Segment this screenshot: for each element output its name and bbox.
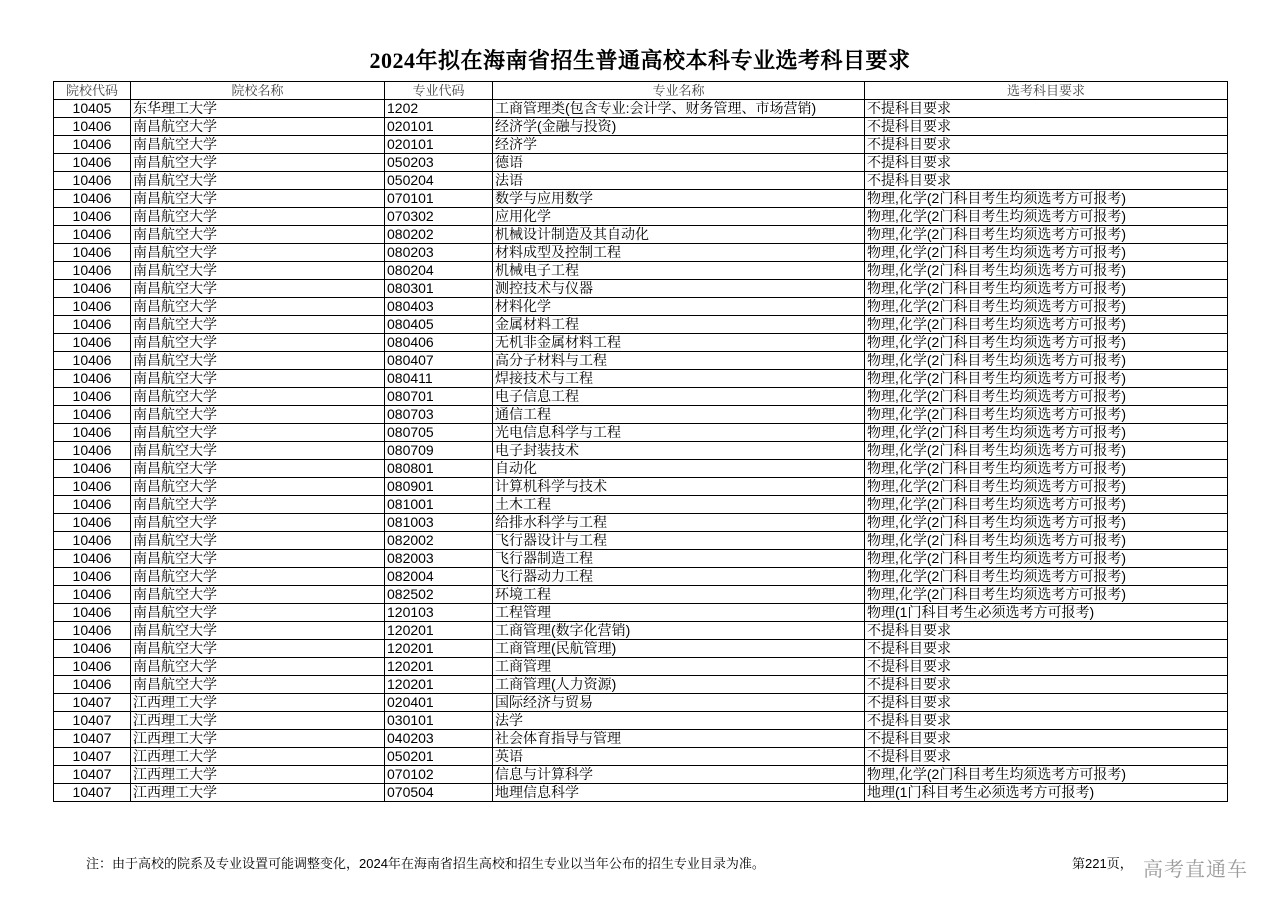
- table-header-row: [54, 82, 1228, 100]
- major-name-cell: 金属材料工程: [493, 316, 865, 334]
- table-row: [54, 298, 1228, 316]
- table-row: [54, 460, 1228, 478]
- requirement-cell: 不提科目要求: [865, 640, 1228, 658]
- major-code-cell: 070302: [385, 208, 493, 226]
- major-name-cell: 工商管理(民航管理): [493, 640, 865, 658]
- table-row: [54, 388, 1228, 406]
- major-code-cell: 030101: [385, 712, 493, 730]
- school-code-cell: 10406: [54, 262, 131, 280]
- page-number: 第221页，: [1072, 856, 1133, 871]
- major-name-cell: 经济学: [493, 136, 865, 154]
- school-code-cell: 10406: [54, 280, 131, 298]
- school-name-cell: 南昌航空大学: [131, 262, 385, 280]
- major-name-cell: 工程管理: [493, 604, 865, 622]
- header-subject-requirement: 选考科目要求: [865, 82, 1228, 100]
- school-name-cell: 南昌航空大学: [131, 244, 385, 262]
- school-code-cell: 10406: [54, 388, 131, 406]
- school-name-cell: 南昌航空大学: [131, 352, 385, 370]
- school-code-cell: 10406: [54, 568, 131, 586]
- table-row: [54, 280, 1228, 298]
- table-row: [54, 640, 1228, 658]
- major-name-cell: 工商管理: [493, 658, 865, 676]
- school-name-cell: 南昌航空大学: [131, 388, 385, 406]
- table-row: [54, 748, 1228, 766]
- school-code-cell: 10406: [54, 226, 131, 244]
- school-name-cell: 江西理工大学: [131, 766, 385, 784]
- table-row: [54, 172, 1228, 190]
- school-code-cell: 10406: [54, 172, 131, 190]
- requirement-cell: 物理,化学(2门科目考生均须选考方可报考): [865, 370, 1228, 388]
- table-row: [54, 784, 1228, 802]
- major-name-cell: 无机非金属材料工程: [493, 334, 865, 352]
- major-code-cell: 080204: [385, 262, 493, 280]
- major-code-cell: 020101: [385, 118, 493, 136]
- school-name-cell: 南昌航空大学: [131, 586, 385, 604]
- school-name-cell: 南昌航空大学: [131, 208, 385, 226]
- requirement-cell: 不提科目要求: [865, 676, 1228, 694]
- school-name-cell: 江西理工大学: [131, 694, 385, 712]
- major-name-cell: 测控技术与仪器: [493, 280, 865, 298]
- school-code-cell: 10406: [54, 352, 131, 370]
- school-code-cell: 10406: [54, 442, 131, 460]
- table-row: [54, 424, 1228, 442]
- school-name-cell: 南昌航空大学: [131, 676, 385, 694]
- table-row: [54, 406, 1228, 424]
- major-name-cell: 国际经济与贸易: [493, 694, 865, 712]
- major-name-cell: 社会体育指导与管理: [493, 730, 865, 748]
- school-name-cell: 江西理工大学: [131, 712, 385, 730]
- school-code-cell: 10407: [54, 784, 131, 802]
- major-name-cell: 通信工程: [493, 406, 865, 424]
- major-name-cell: 计算机科学与技术: [493, 478, 865, 496]
- requirement-cell: 物理,化学(2门科目考生均须选考方可报考): [865, 190, 1228, 208]
- school-name-cell: 南昌航空大学: [131, 514, 385, 532]
- requirement-cell: 不提科目要求: [865, 622, 1228, 640]
- school-code-cell: 10406: [54, 460, 131, 478]
- major-name-cell: 自动化: [493, 460, 865, 478]
- requirement-cell: 物理,化学(2门科目考生均须选考方可报考): [865, 244, 1228, 262]
- school-name-cell: 南昌航空大学: [131, 190, 385, 208]
- requirement-cell: 不提科目要求: [865, 136, 1228, 154]
- requirement-cell: 不提科目要求: [865, 730, 1228, 748]
- major-code-cell: 050204: [385, 172, 493, 190]
- school-name-cell: 南昌航空大学: [131, 334, 385, 352]
- school-code-cell: 10406: [54, 514, 131, 532]
- school-name-cell: 南昌航空大学: [131, 604, 385, 622]
- requirement-cell: 物理,化学(2门科目考生均须选考方可报考): [865, 460, 1228, 478]
- header-major-name: 专业名称: [493, 82, 865, 100]
- major-code-cell: 020101: [385, 136, 493, 154]
- major-code-cell: 080705: [385, 424, 493, 442]
- requirement-cell: 不提科目要求: [865, 712, 1228, 730]
- requirement-cell: 物理,化学(2门科目考生均须选考方可报考): [865, 568, 1228, 586]
- school-name-cell: 南昌航空大学: [131, 622, 385, 640]
- footnote: 注：由于高校的院系及专业设置可能调整变化，2024年在海南省招生高校和招生专业以当年公布的招生专业目录为准。: [86, 856, 765, 871]
- table-row: [54, 118, 1228, 136]
- major-code-cell: 080405: [385, 316, 493, 334]
- major-code-cell: 080406: [385, 334, 493, 352]
- major-name-cell: 英语: [493, 748, 865, 766]
- major-code-cell: 070101: [385, 190, 493, 208]
- school-name-cell: 南昌航空大学: [131, 550, 385, 568]
- school-code-cell: 10406: [54, 208, 131, 226]
- major-name-cell: 高分子材料与工程: [493, 352, 865, 370]
- requirement-cell: 物理,化学(2门科目考生均须选考方可报考): [865, 280, 1228, 298]
- major-code-cell: 080801: [385, 460, 493, 478]
- school-code-cell: 10406: [54, 586, 131, 604]
- major-code-cell: 120201: [385, 676, 493, 694]
- requirement-cell: 物理,化学(2门科目考生均须选考方可报考): [865, 208, 1228, 226]
- table-row: [54, 100, 1228, 118]
- table-body: [54, 100, 1228, 802]
- major-name-cell: 材料成型及控制工程: [493, 244, 865, 262]
- requirement-cell: 物理,化学(2门科目考生均须选考方可报考): [865, 496, 1228, 514]
- school-name-cell: 南昌航空大学: [131, 154, 385, 172]
- major-name-cell: 材料化学: [493, 298, 865, 316]
- major-name-cell: 光电信息科学与工程: [493, 424, 865, 442]
- major-name-cell: 工商管理(人力资源): [493, 676, 865, 694]
- major-name-cell: 法学: [493, 712, 865, 730]
- major-code-cell: 040203: [385, 730, 493, 748]
- page-title: 2024年拟在海南省招生普通高校本科专业选考科目要求: [369, 48, 911, 73]
- major-code-cell: 120201: [385, 640, 493, 658]
- table-row: [54, 208, 1228, 226]
- school-code-cell: 10407: [54, 748, 131, 766]
- table-row: [54, 550, 1228, 568]
- requirement-cell: 物理,化学(2门科目考生均须选考方可报考): [865, 478, 1228, 496]
- table-row: [54, 352, 1228, 370]
- school-code-cell: 10406: [54, 316, 131, 334]
- table-row: [54, 730, 1228, 748]
- watermark: 高考直通车: [1143, 859, 1248, 881]
- school-name-cell: 南昌航空大学: [131, 172, 385, 190]
- school-name-cell: 南昌航空大学: [131, 496, 385, 514]
- school-code-cell: 10407: [54, 694, 131, 712]
- header-major-code: 专业代码: [385, 82, 493, 100]
- major-name-cell: 机械设计制造及其自动化: [493, 226, 865, 244]
- major-name-cell: 土木工程: [493, 496, 865, 514]
- major-code-cell: 070102: [385, 766, 493, 784]
- major-code-cell: 081001: [385, 496, 493, 514]
- requirement-cell: 物理,化学(2门科目考生均须选考方可报考): [865, 298, 1228, 316]
- major-code-cell: 082003: [385, 550, 493, 568]
- school-name-cell: 南昌航空大学: [131, 316, 385, 334]
- major-name-cell: 飞行器动力工程: [493, 568, 865, 586]
- major-name-cell: 给排水科学与工程: [493, 514, 865, 532]
- major-code-cell: 120103: [385, 604, 493, 622]
- school-name-cell: 南昌航空大学: [131, 424, 385, 442]
- school-code-cell: 10406: [54, 532, 131, 550]
- major-code-cell: 082004: [385, 568, 493, 586]
- table-row: [54, 622, 1228, 640]
- major-code-cell: 080403: [385, 298, 493, 316]
- requirement-cell: 物理,化学(2门科目考生均须选考方可报考): [865, 766, 1228, 784]
- school-code-cell: 10406: [54, 478, 131, 496]
- school-code-cell: 10406: [54, 118, 131, 136]
- requirement-cell: 物理,化学(2门科目考生均须选考方可报考): [865, 334, 1228, 352]
- school-name-cell: 南昌航空大学: [131, 118, 385, 136]
- requirement-cell: 地理(1门科目考生必须选考方可报考): [865, 784, 1228, 802]
- school-name-cell: 南昌航空大学: [131, 532, 385, 550]
- school-name-cell: 南昌航空大学: [131, 136, 385, 154]
- table-row: [54, 136, 1228, 154]
- major-code-cell: 080203: [385, 244, 493, 262]
- table-row: [54, 604, 1228, 622]
- table-row: [54, 694, 1228, 712]
- school-code-cell: 10405: [54, 100, 131, 118]
- table-row: [54, 568, 1228, 586]
- school-name-cell: 南昌航空大学: [131, 442, 385, 460]
- requirement-cell: 不提科目要求: [865, 658, 1228, 676]
- school-name-cell: 南昌航空大学: [131, 478, 385, 496]
- table-row: [54, 442, 1228, 460]
- school-name-cell: 江西理工大学: [131, 748, 385, 766]
- table-row: [54, 334, 1228, 352]
- major-name-cell: 地理信息科学: [493, 784, 865, 802]
- table-row: [54, 586, 1228, 604]
- table-row: [54, 676, 1228, 694]
- major-code-cell: 080407: [385, 352, 493, 370]
- school-name-cell: 南昌航空大学: [131, 460, 385, 478]
- requirement-cell: 物理,化学(2门科目考生均须选考方可报考): [865, 316, 1228, 334]
- table-row: [54, 226, 1228, 244]
- school-name-cell: 南昌航空大学: [131, 298, 385, 316]
- requirement-cell: 物理,化学(2门科目考生均须选考方可报考): [865, 262, 1228, 280]
- major-code-cell: 050201: [385, 748, 493, 766]
- major-name-cell: 应用化学: [493, 208, 865, 226]
- major-name-cell: 工商管理(数字化营销): [493, 622, 865, 640]
- school-code-cell: 10406: [54, 244, 131, 262]
- requirement-cell: 不提科目要求: [865, 748, 1228, 766]
- header-school-name: 院校名称: [131, 82, 385, 100]
- requirement-cell: 物理,化学(2门科目考生均须选考方可报考): [865, 352, 1228, 370]
- school-code-cell: 10406: [54, 424, 131, 442]
- major-code-cell: 080703: [385, 406, 493, 424]
- table-row: [54, 370, 1228, 388]
- requirement-cell: 不提科目要求: [865, 154, 1228, 172]
- table-row: [54, 316, 1228, 334]
- table-row: [54, 190, 1228, 208]
- major-name-cell: 数学与应用数学: [493, 190, 865, 208]
- major-code-cell: 070504: [385, 784, 493, 802]
- major-name-cell: 飞行器制造工程: [493, 550, 865, 568]
- major-name-cell: 工商管理类(包含专业:会计学、财务管理、市场营销): [493, 100, 865, 118]
- school-name-cell: 南昌航空大学: [131, 568, 385, 586]
- major-name-cell: 电子信息工程: [493, 388, 865, 406]
- major-code-cell: 020401: [385, 694, 493, 712]
- table-row: [54, 658, 1228, 676]
- requirement-cell: 不提科目要求: [865, 118, 1228, 136]
- requirement-cell: 物理,化学(2门科目考生均须选考方可报考): [865, 586, 1228, 604]
- school-name-cell: 南昌航空大学: [131, 226, 385, 244]
- table-row: [54, 262, 1228, 280]
- school-code-cell: 10406: [54, 604, 131, 622]
- major-name-cell: 飞行器设计与工程: [493, 532, 865, 550]
- school-code-cell: 10406: [54, 550, 131, 568]
- school-code-cell: 10406: [54, 658, 131, 676]
- major-name-cell: 经济学(金融与投资): [493, 118, 865, 136]
- requirement-cell: 物理,化学(2门科目考生均须选考方可报考): [865, 388, 1228, 406]
- school-code-cell: 10407: [54, 730, 131, 748]
- requirement-cell: 物理,化学(2门科目考生均须选考方可报考): [865, 442, 1228, 460]
- requirement-cell: 物理(1门科目考生必须选考方可报考): [865, 604, 1228, 622]
- table-row: [54, 712, 1228, 730]
- major-name-cell: 机械电子工程: [493, 262, 865, 280]
- school-name-cell: 东华理工大学: [131, 100, 385, 118]
- major-name-cell: 焊接技术与工程: [493, 370, 865, 388]
- major-code-cell: 080709: [385, 442, 493, 460]
- requirement-cell: 物理,化学(2门科目考生均须选考方可报考): [865, 406, 1228, 424]
- table-row: [54, 244, 1228, 262]
- requirement-cell: 物理,化学(2门科目考生均须选考方可报考): [865, 514, 1228, 532]
- major-code-cell: 1202: [385, 100, 493, 118]
- table-row: [54, 496, 1228, 514]
- major-code-cell: 082002: [385, 532, 493, 550]
- major-name-cell: 电子封装技术: [493, 442, 865, 460]
- table-row: [54, 514, 1228, 532]
- major-code-cell: 050203: [385, 154, 493, 172]
- requirement-cell: 不提科目要求: [865, 100, 1228, 118]
- table-row: [54, 532, 1228, 550]
- school-code-cell: 10407: [54, 766, 131, 784]
- school-name-cell: 南昌航空大学: [131, 406, 385, 424]
- school-code-cell: 10406: [54, 190, 131, 208]
- major-code-cell: 082502: [385, 586, 493, 604]
- school-name-cell: 南昌航空大学: [131, 370, 385, 388]
- school-code-cell: 10406: [54, 496, 131, 514]
- major-name-cell: 德语: [493, 154, 865, 172]
- major-code-cell: 080901: [385, 478, 493, 496]
- major-code-cell: 120201: [385, 622, 493, 640]
- major-name-cell: 信息与计算科学: [493, 766, 865, 784]
- requirement-cell: 不提科目要求: [865, 172, 1228, 190]
- major-code-cell: 120201: [385, 658, 493, 676]
- school-code-cell: 10406: [54, 370, 131, 388]
- major-code-cell: 080301: [385, 280, 493, 298]
- school-name-cell: 南昌航空大学: [131, 280, 385, 298]
- requirement-cell: 物理,化学(2门科目考生均须选考方可报考): [865, 550, 1228, 568]
- major-name-cell: 法语: [493, 172, 865, 190]
- school-name-cell: 南昌航空大学: [131, 640, 385, 658]
- school-code-cell: 10406: [54, 676, 131, 694]
- school-name-cell: 南昌航空大学: [131, 658, 385, 676]
- major-code-cell: 080202: [385, 226, 493, 244]
- school-code-cell: 10406: [54, 622, 131, 640]
- major-code-cell: 080411: [385, 370, 493, 388]
- requirement-cell: 不提科目要求: [865, 694, 1228, 712]
- school-code-cell: 10406: [54, 136, 131, 154]
- school-code-cell: 10406: [54, 406, 131, 424]
- requirement-cell: 物理,化学(2门科目考生均须选考方可报考): [865, 532, 1228, 550]
- major-name-cell: 环境工程: [493, 586, 865, 604]
- major-code-cell: 081003: [385, 514, 493, 532]
- table-row: [54, 154, 1228, 172]
- table-row: [54, 766, 1228, 784]
- school-code-cell: 10406: [54, 334, 131, 352]
- school-code-cell: 10406: [54, 640, 131, 658]
- requirement-cell: 物理,化学(2门科目考生均须选考方可报考): [865, 226, 1228, 244]
- table-row: [54, 478, 1228, 496]
- school-code-cell: 10406: [54, 154, 131, 172]
- header-school-code: 院校代码: [54, 82, 131, 100]
- requirement-cell: 物理,化学(2门科目考生均须选考方可报考): [865, 424, 1228, 442]
- school-name-cell: 江西理工大学: [131, 784, 385, 802]
- major-code-cell: 080701: [385, 388, 493, 406]
- school-code-cell: 10406: [54, 298, 131, 316]
- school-code-cell: 10407: [54, 712, 131, 730]
- requirements-table: [53, 81, 1228, 802]
- school-name-cell: 江西理工大学: [131, 730, 385, 748]
